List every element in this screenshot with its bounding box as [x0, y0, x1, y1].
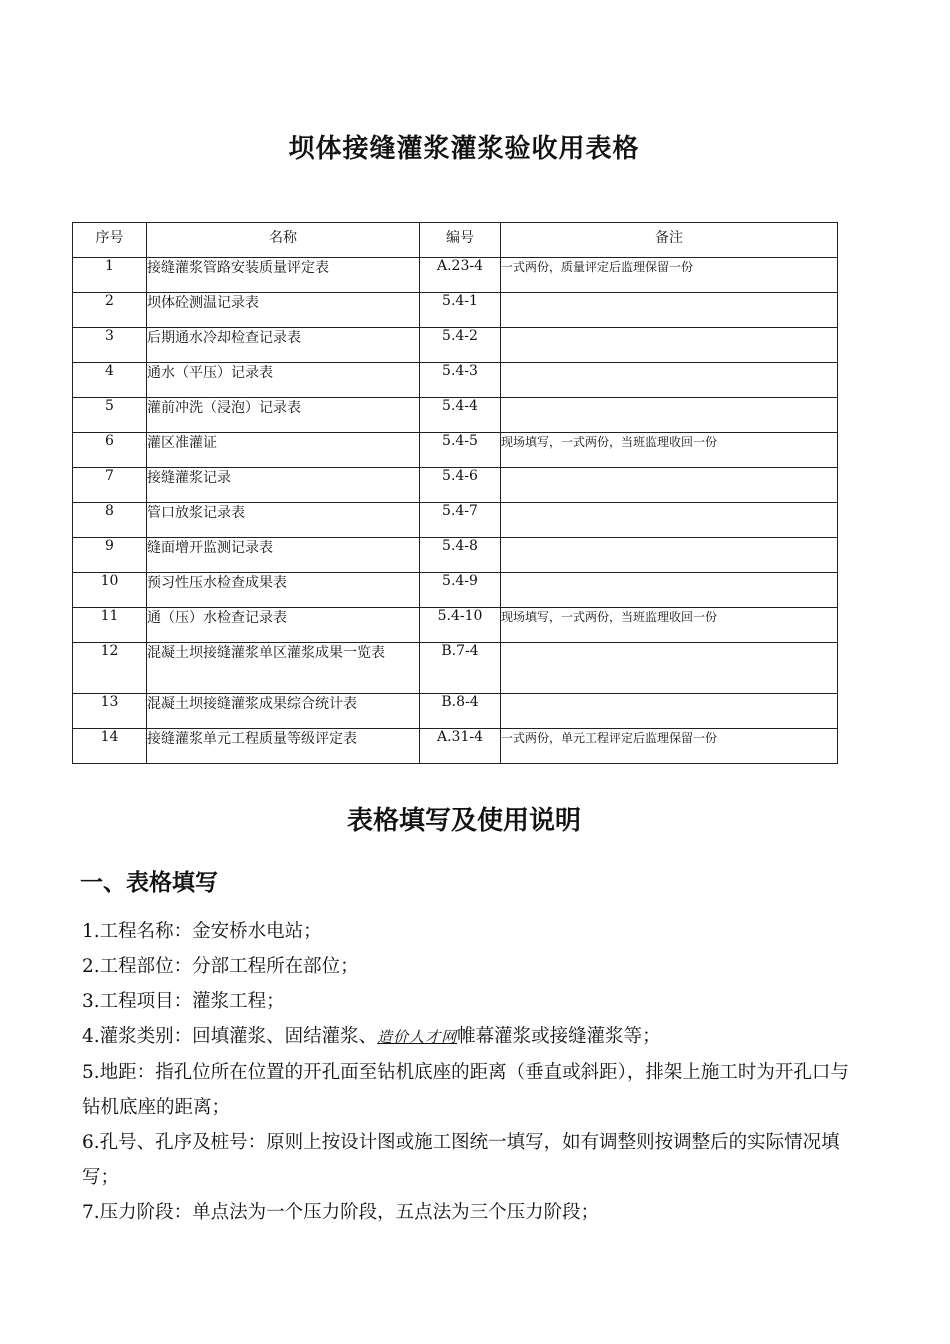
row-code: A.23-4 [420, 258, 501, 293]
row-no: 8 [73, 503, 147, 538]
row-note [501, 328, 838, 363]
header-name: 名称 [147, 223, 420, 258]
row-no: 6 [73, 433, 147, 468]
row-name: 接缝灌浆单元工程质量等级评定表 [147, 729, 420, 764]
row-code: B.7-4 [420, 643, 501, 694]
table-row [73, 573, 838, 608]
row-note [501, 293, 838, 328]
row-code: 5.4-2 [420, 328, 501, 363]
row-no: 3 [73, 328, 147, 363]
row-name: 通（压）水检查记录表 [147, 608, 420, 643]
row-note: 一式两份，质量评定后监理保留一份 [501, 258, 838, 293]
row-code: 5.4-1 [420, 293, 501, 328]
row-note: 一式两份，单元工程评定后监理保留一份 [501, 729, 838, 764]
table-row [73, 328, 838, 363]
table-row [73, 293, 838, 328]
instruction-item: 6.孔号、孔序及桩号：原则上按设计图或施工图统一填写，如有调整则按调整后的实际情况填写； [82, 1132, 840, 1188]
watermark-text: 造价人才网 [377, 1028, 458, 1046]
row-name: 预习性压水检查成果表 [147, 573, 420, 608]
row-note [501, 363, 838, 398]
row-name: 缝面增开监测记录表 [147, 538, 420, 573]
row-note [501, 503, 838, 538]
instruction-item: 7.压力阶段：单点法为一个压力阶段，五点法为三个压力阶段； [82, 1202, 600, 1223]
instructions-list [82, 914, 852, 1230]
row-no: 12 [73, 643, 147, 694]
instruction-item: 5.地距：指孔位所在位置的开孔面至钻机底座的距离（垂直或斜距），排架上施工时为开孔口与钻机底座的距离； [82, 1062, 849, 1118]
row-no: 14 [73, 729, 147, 764]
row-note [501, 643, 838, 694]
row-name: 混凝土坝接缝灌浆成果综合统计表 [147, 694, 420, 729]
row-no: 7 [73, 468, 147, 503]
row-note [501, 398, 838, 433]
row-no: 9 [73, 538, 147, 573]
table-row [73, 694, 838, 729]
row-no: 13 [73, 694, 147, 729]
header-note: 备注 [501, 223, 838, 258]
table-row [73, 363, 838, 398]
document-title: 坝体接缝灌浆灌浆验收用表格 [288, 134, 640, 164]
row-note: 现场填写，一式两份，当班监理收回一份 [501, 608, 838, 643]
table-row [73, 258, 838, 293]
instruction-item: 3.工程项目：灌浆工程； [82, 991, 285, 1012]
row-no: 11 [73, 608, 147, 643]
row-code: 5.4-6 [420, 468, 501, 503]
row-no: 2 [73, 293, 147, 328]
row-code: 5.4-7 [420, 503, 501, 538]
instruction-item [82, 1019, 852, 1055]
row-name: 灌区准灌证 [147, 433, 420, 468]
row-note [501, 573, 838, 608]
table-row [73, 398, 838, 433]
table-row [73, 729, 838, 764]
row-name: 接缝灌浆管路安装质量评定表 [147, 258, 420, 293]
row-name: 后期通水冷却检查记录表 [147, 328, 420, 363]
row-note: 现场填写，一式两份，当班监理收回一份 [501, 433, 838, 468]
row-note [501, 538, 838, 573]
subsection-title: 一、表格填写 [80, 870, 218, 896]
section-title: 表格填写及使用说明 [346, 806, 581, 836]
instruction-item: 2.工程部位：分部工程所在部位； [82, 956, 359, 977]
table-row [73, 433, 838, 468]
table-header-row [73, 223, 838, 258]
table-row [73, 468, 838, 503]
form-index-table [72, 222, 838, 764]
row-code: 5.4-8 [420, 538, 501, 573]
row-no: 5 [73, 398, 147, 433]
row-code: 5.4-9 [420, 573, 501, 608]
row-code: 5.4-10 [420, 608, 501, 643]
row-name: 接缝灌浆记录 [147, 468, 420, 503]
row-no: 10 [73, 573, 147, 608]
instruction-text: 帷幕灌浆或接缝灌浆等； [457, 1026, 661, 1047]
table-row [73, 643, 838, 694]
header-code: 编号 [420, 223, 501, 258]
row-code: 5.4-4 [420, 398, 501, 433]
header-no: 序号 [73, 223, 147, 258]
table-row [73, 608, 838, 643]
instruction-text: 4.灌浆类别：回填灌浆、固结灌浆、 [82, 1026, 378, 1047]
instruction-item: 1.工程名称：金安桥水电站； [82, 921, 322, 942]
row-name: 灌前冲洗（浸泡）记录表 [147, 398, 420, 433]
row-code: 5.4-3 [420, 363, 501, 398]
row-code: A.31-4 [420, 729, 501, 764]
row-no: 4 [73, 363, 147, 398]
row-note [501, 694, 838, 729]
row-code: B.8-4 [420, 694, 501, 729]
row-note [501, 468, 838, 503]
row-name: 坝体砼测温记录表 [147, 293, 420, 328]
table-row [73, 503, 838, 538]
row-code: 5.4-5 [420, 433, 501, 468]
row-name: 通水（平压）记录表 [147, 363, 420, 398]
row-name: 管口放浆记录表 [147, 503, 420, 538]
row-no: 1 [73, 258, 147, 293]
table-row [73, 538, 838, 573]
row-name: 混凝土坝接缝灌浆单区灌浆成果一览表 [147, 643, 420, 694]
